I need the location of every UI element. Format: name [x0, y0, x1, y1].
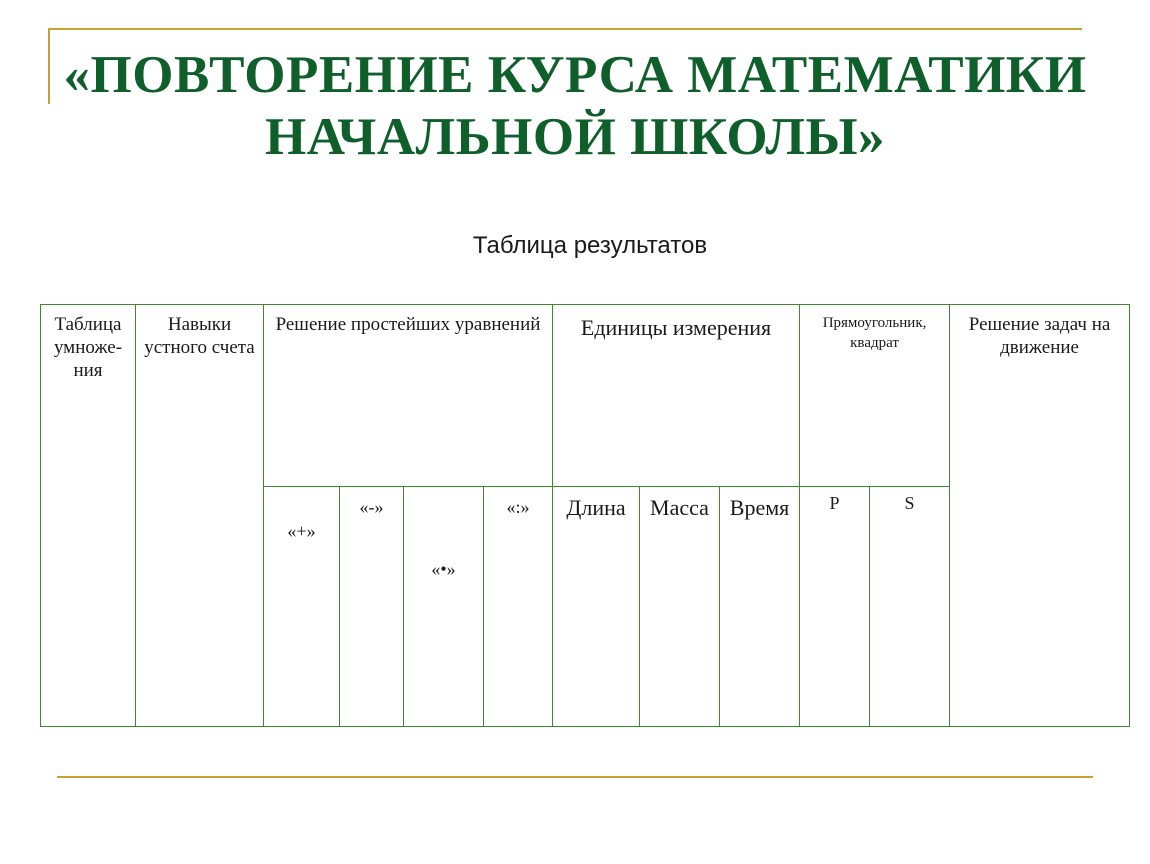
header-motion-tasks: Решение задач на движение: [950, 305, 1130, 727]
slide-title: [0, 44, 1150, 168]
header-multiplication-table: Таблица умноже-ния: [41, 305, 136, 727]
results-table: [40, 304, 1130, 727]
title-line-2: НАЧАЛЬНОЙ ШКОЛЫ»: [264, 108, 885, 166]
header-oral-counting: Навыки устного счета: [136, 305, 264, 727]
subheader-divide: «:»: [484, 487, 553, 727]
title-line-1: «ПОВТОРЕНИЕ КУРСА МАТЕМАТИКИ: [63, 46, 1087, 104]
subheader-multiply: «•»: [404, 487, 484, 727]
subheader-area: S: [870, 487, 950, 727]
top-accent-rule: [48, 28, 1082, 30]
subheader-time: Время: [720, 487, 800, 727]
subheader-length: Длина: [553, 487, 640, 727]
header-rectangle-square: Прямоугольник, квадрат: [800, 305, 950, 487]
bottom-accent-rule: [57, 776, 1093, 778]
header-equations: Решение простейших уравнений: [264, 305, 553, 487]
subheader-mass: Масса: [640, 487, 720, 727]
header-units: Единицы измерения: [553, 305, 800, 487]
header-row: [41, 305, 1130, 487]
subheader-minus: «-»: [340, 487, 404, 727]
subheader-perimeter: P: [800, 487, 870, 727]
table-caption: Таблица результатов: [472, 232, 708, 259]
subheader-plus: «+»: [264, 487, 340, 727]
